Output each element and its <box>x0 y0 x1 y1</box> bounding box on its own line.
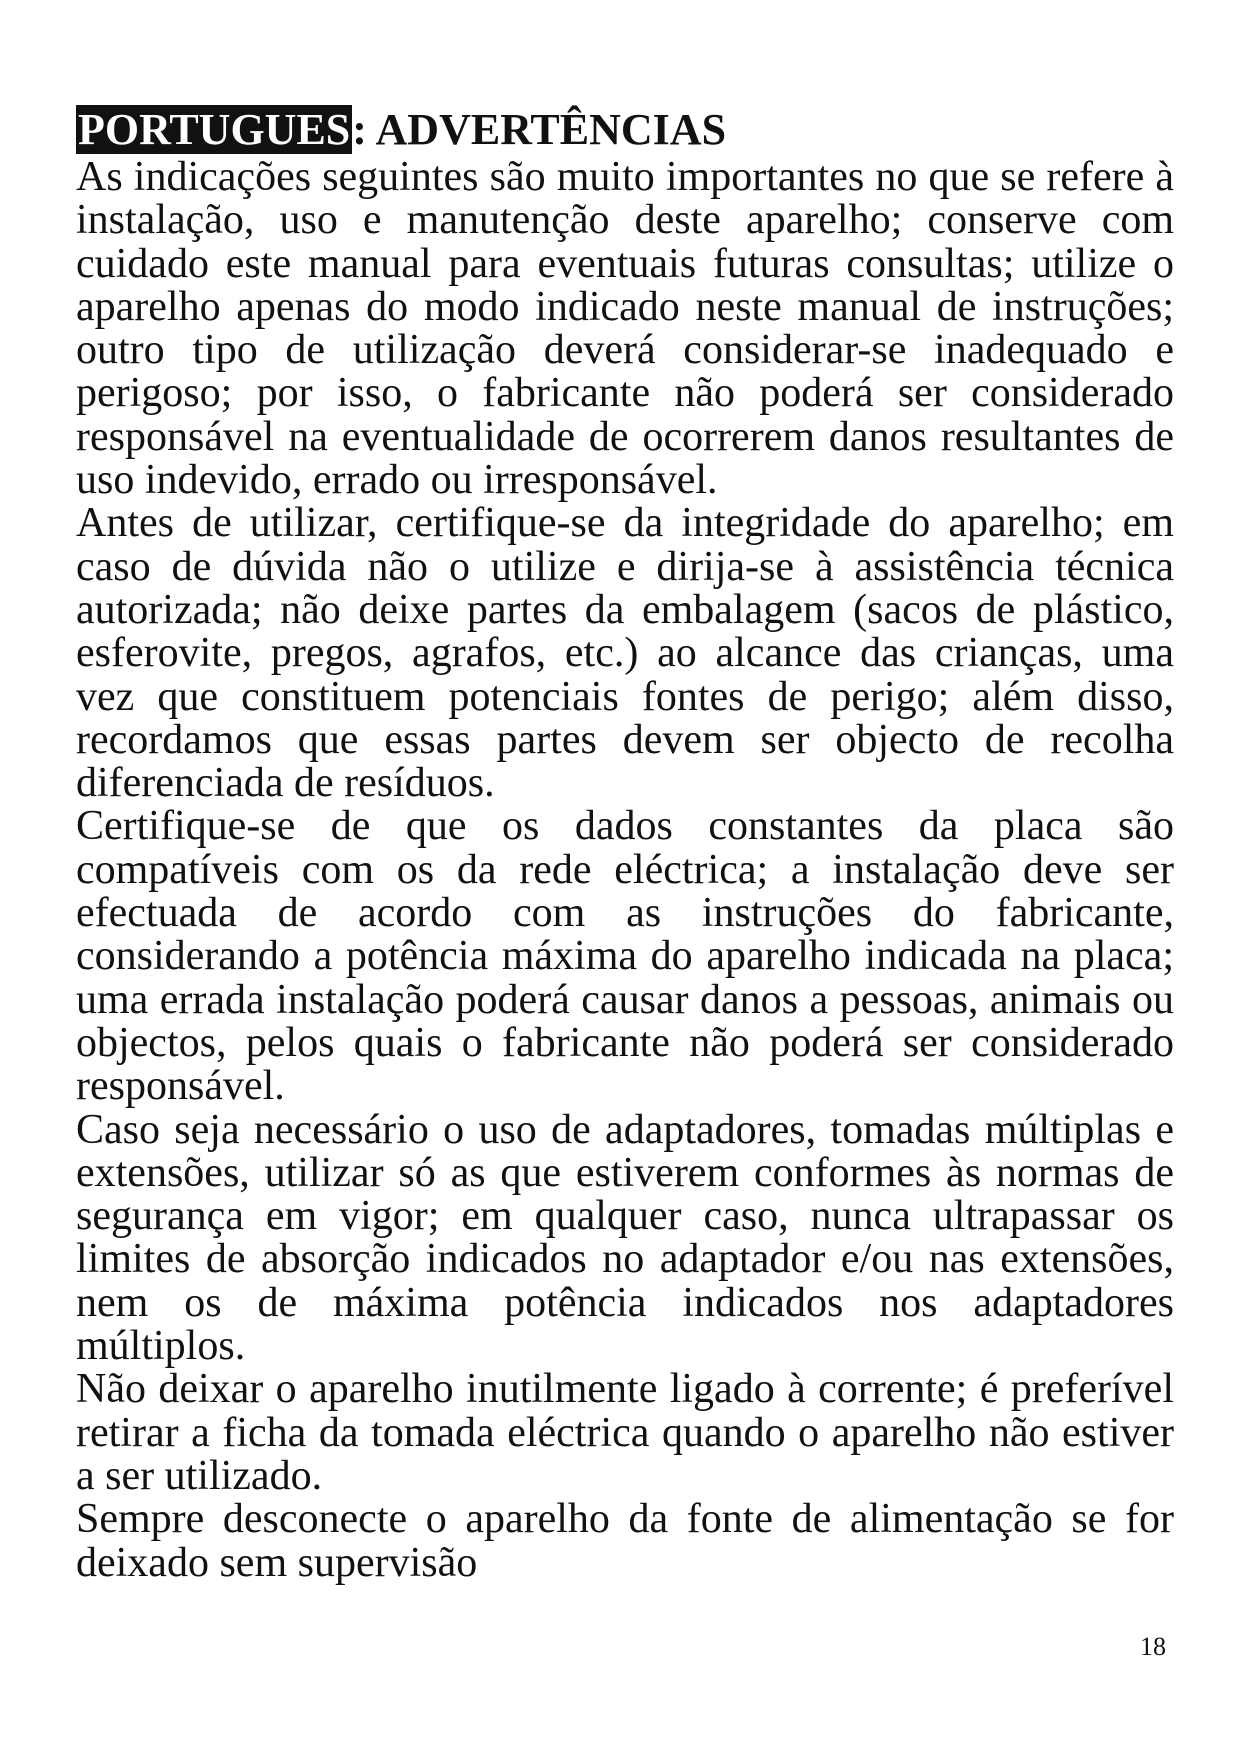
paragraph-intro: As indicações seguintes são muito importantes no que se refere à instalação, uso e manutenção deste aparelho; conserve com cuidado este manual para eventuais futuras consultas; utilize o aparelho apenas do modo indicado neste manual de instruções; outro tipo de utilização deverá considerar-se inadequado e perigoso; por isso, o fabricante não poderá ser considerado responsável na eventualidade de ocorrerem danos resultantes de uso indevido, errado ou irresponsável. <box>76 154 1174 504</box>
paragraph-adapters: Caso seja necessário o uso de adaptadores, tomadas múltiplas e extensões, utilizar só as que estiverem conformes às normas de segurança em vigor; em qualquer caso, nunca ultrapassar os limites de absorção indicados no adaptador e/ou nas extensões, nem os de máxima potência indicados nos adaptadores múltiplos. <box>76 1106 1174 1370</box>
language-tag: PORTUGUES <box>78 105 351 154</box>
page-number: 18 <box>1140 1632 1166 1661</box>
heading-separator: : <box>352 105 367 154</box>
paragraph-electrical-data: Certifique-se de que os dados constantes da placa são compatíveis com os da rede eléctrica; a instalação deve ser efectuada de acordo com as instruções do fabricante, considerando a potência máxima do aparelho indicada na placa; uma errada instalação poderá causar danos a pessoas, animais ou objectos, pelos quais o fabricante não poderá ser considerado responsável. <box>76 803 1174 1110</box>
heading-title: ADVERTÊNCIAS <box>375 105 727 154</box>
warnings-body <box>76 156 1174 1585</box>
paragraph-before-use: Antes de utilizar, certifique-se da integridade do aparelho; em caso de dúvida não o utilize e dirija-se à assistência técnica autorizada; não deixe partes da embalagem (sacos de plástico, esferovite, pregos, agrafos, etc.) ao alcance das crianças, uma vez que constituem potenciais fontes de perigo; além disso, recordamos que essas partes devem ser objecto de recolha diferenciada de resíduos. <box>76 500 1174 807</box>
section-heading <box>76 104 1196 156</box>
paragraph-unplug: Não deixar o aparelho inutilmente ligado à corrente; é preferível retirar a ficha da tomada eléctrica quando o aparelho não estiver a ser utilizado. <box>76 1366 1174 1499</box>
paragraph-supervision: Sempre desconecte o aparelho da fonte de alimentação se for deixado sem supervisão <box>76 1496 1174 1586</box>
document-page <box>76 104 1196 1585</box>
